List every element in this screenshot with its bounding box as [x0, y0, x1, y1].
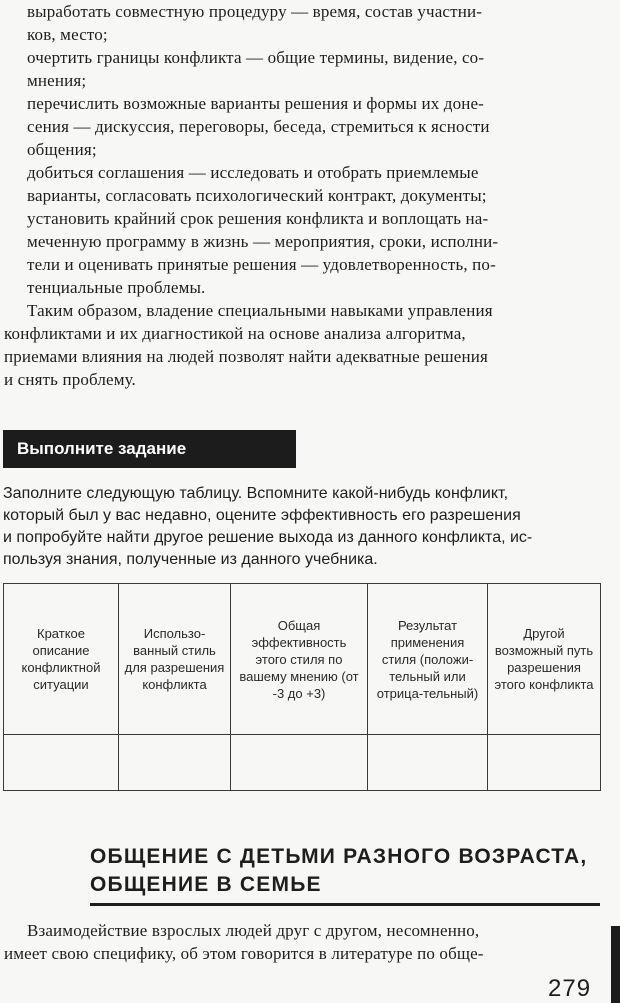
paragraph-line: имеет свою специфику, об этом говорится в литературе по обще-: [4, 944, 484, 963]
page-number: 279: [548, 975, 592, 1002]
list-line: установить крайний срок решения конфликта и воплощать на-: [27, 209, 489, 228]
instruction-line: и попробуйте найти другое решение выхода из данного конфликта, ис-: [3, 529, 533, 546]
page-edge-bar: [611, 926, 620, 1003]
list-line: варианты, согласовать психологический контракт, документы;: [27, 186, 487, 205]
list-line: выработать совместную процедуру — время, состав участни-: [27, 2, 483, 21]
table-empty-cell[interactable]: [488, 735, 601, 791]
table-header-cell: Общая эффективность этого стиля по вашему мнению (от -3 до +3): [231, 584, 368, 735]
table-header-cell: Использо-ванный стиль для разрешения конфликта: [119, 584, 231, 735]
table-empty-cell[interactable]: [368, 735, 488, 791]
instruction-line: пользуя знания, полученные из данного учебника.: [3, 551, 378, 568]
task-banner: Выполните задание: [3, 430, 296, 468]
table-header-cell: Краткое описание конфликтной ситуации: [4, 584, 119, 735]
instruction-line: Заполните следующую таблицу. Вспомните какой-нибудь конфликт,: [3, 485, 509, 502]
conflict-table: [3, 583, 601, 791]
list-line: добиться соглашения — исследовать и отобрать приемлемые: [27, 163, 479, 182]
list-line: перечислить возможные варианты решения и формы их доне-: [27, 94, 484, 113]
instruction-line: который был у вас недавно, оцените эффективность его разрешения: [3, 507, 521, 524]
list-line: ков, место;: [27, 25, 108, 44]
list-line: сения — дискуссия, переговоры, беседа, стремиться к ясности: [27, 117, 490, 136]
list-line: мнения;: [27, 71, 87, 90]
paragraph-line: приемами влияния на людей позволят найти адекватные решения: [4, 347, 488, 366]
section-heading-line: ОБЩЕНИЕ В СЕМЬЕ: [90, 873, 322, 896]
list-line: очертить границы конфликта — общие термины, видение, со-: [27, 48, 485, 67]
table-empty-cell[interactable]: [231, 735, 368, 791]
paragraph-line: конфликтами и их диагностикой на основе анализа алгоритма,: [4, 324, 466, 343]
list-line: тели и оценивать принятые решения — удовлетворенность, по-: [27, 255, 496, 274]
table-header-cell: Другой возможный путь разрешения этого конфликта: [488, 584, 601, 735]
paragraph-line: и снять проблему.: [4, 370, 136, 389]
paragraph-line: Таким образом, владение специальными навыками управления: [27, 301, 493, 320]
paragraph-line: Взаимодействие взрослых людей друг с другом, несомненно,: [27, 921, 480, 940]
table-header-cell: Результат применения стиля (положи-тельный или отрица-тельный): [368, 584, 488, 735]
list-line: тенциальные проблемы.: [27, 278, 206, 297]
table-empty-cell[interactable]: [119, 735, 231, 791]
section-heading-line: ОБЩЕНИЕ С ДЕТЬМИ РАЗНОГО ВОЗРАСТА,: [90, 845, 588, 868]
list-line: общения;: [27, 140, 97, 159]
list-line: меченную программу в жизнь — мероприятия, сроки, исполни-: [27, 232, 499, 251]
section-heading: [90, 843, 600, 906]
table-empty-cell[interactable]: [4, 735, 119, 791]
